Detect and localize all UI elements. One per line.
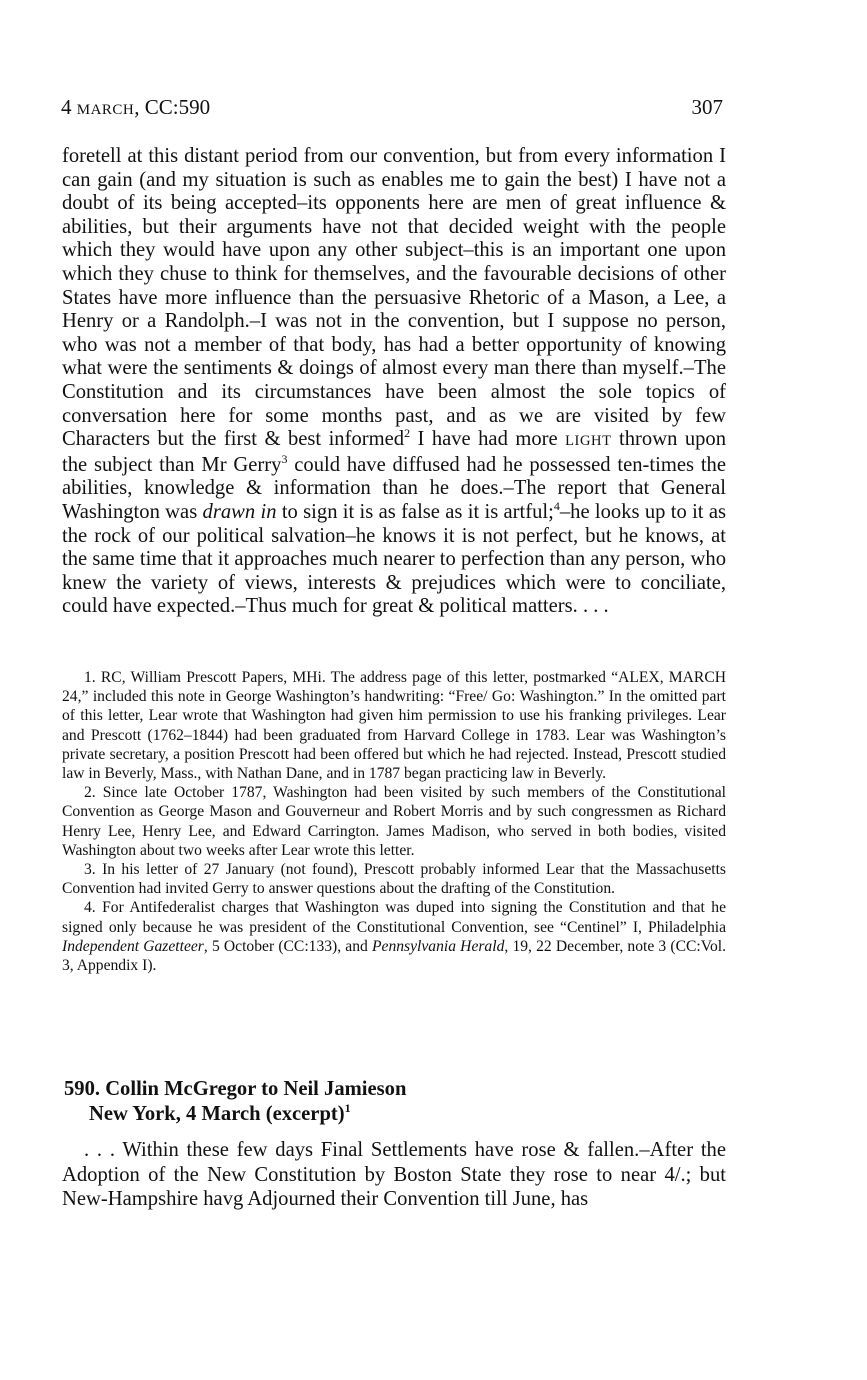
footnote-ref-2[interactable]: 2 — [404, 426, 411, 441]
document-heading-title: 590. Collin McGregor to Neil Jamieson — [64, 1078, 407, 1100]
footnote-ref-1[interactable]: 1 — [344, 1101, 351, 1116]
excerpt-paragraph: . . . Within these few days Final Settlements have rose & fallen.–After the Adoption of the New Constitution by Boston State they rose to near 4/.; but New-Hampshire havg Adjourned their Convention till June, has — [62, 1139, 726, 1210]
page-number: 307 — [691, 95, 723, 119]
letter-body — [62, 145, 726, 619]
footnote-1: 1. RC, William Prescott Papers, MHi. The address page of this letter, postmarked “ALEX, MARCH 24,” included this note in George Washington’s handwriting: “Free/ Go: Washington.” In the omitted part of this letter, Lear wrote that Washington had given him permission to use his franking privileges. Lear and Prescott (1762–1844) had been graduated from Harvard College in 1783. Lear was Washington’s private secretary, a position Prescott had been offered but which he had rejected. Instead, Prescott studied law in Beverly, Mass., with Nathan Dane, and in 1787 began practicing law in Beverly. — [62, 669, 726, 783]
emphasis-drawn-in: drawn in — [202, 500, 277, 523]
footnote-4: 4. For Antifederalist charges that Washington was duped into signing the Constitution and that he signed only because he was president of the Constitutional Convention, see “Centinel” I, Philadelphia Independent Gazetteer, 5 October (CC:133), and Pennsylvania Herald, 19, 22 December, note 3 (CC:Vol. 3, Appendix I). — [62, 899, 727, 975]
footnote-ref-3[interactable]: 3 — [281, 451, 288, 466]
footnote-3: 3. In his letter of 27 January (not found), Prescott probably informed Lear that the Massachusetts Convention had invited Gerry to answer questions about the drafting of the Constitution. — [62, 861, 726, 898]
footnote-ref-4[interactable]: 4 — [553, 499, 560, 514]
footnote-2: 2. Since late October 1787, Washington had been visited by such members of the Constitutional Convention as George Mason and Gouverneur and Robert Morris and by such congressmen as Richard Henry Lee, Henry Lee, and Edward Carrington. James Madison, who served in both bodies, visited Washington about two weeks after Lear wrote this letter. — [62, 784, 726, 859]
document-heading-subtitle: New York, 4 March (excerpt)$^1$ — [89, 1101, 351, 1125]
document-heading — [64, 1077, 664, 1127]
running-head-title: 4 MARCH, CC:590 — [61, 95, 211, 119]
letter-paragraph: foretell at this distant period from our convention, but from every information I can gain (and my situation is such as enables me to gain the best) I have not a doubt of its being accepted–its opponents here are men of great influence & abilities, but their arguments have not that decided weight with the people which they would have upon any other subject–this is an important one upon which they chuse to think for themselves, and the favourable decisions of other States have more influence than the persuasive Rhetoric of a Mason, a Lee, a Henry or a Randolph.–I was not in the convention, but I suppose no person, who was not a member of that body, has had a better opportunity of knowing what were the sentiments & doings of almost every man there than myself.–The Constitution and its circumstances have been almost the sole topics of conversation here for some months past, and as we are visited by few Characters but the first & best informed$^2$ I have had more LIGHT thrown upon the subject than Mr Gerry$^3$ could have diffused had he possessed ten-times the abilities, knowledge & information than he does.–The report that General Washington was drawn in to sign it is as false as it is artful;$^4$–he looks up to it as the rock of our political salvation–he knows it is not perfect, but he knows, at the same time that it approaches much nearer to perfection than any person, who knew the variety of views, interests & prejudices which were to conciliate, could have expected.–Thus much for great & political matters. . . . — [62, 145, 727, 618]
document-excerpt — [62, 1138, 726, 1212]
footnotes — [62, 668, 726, 975]
